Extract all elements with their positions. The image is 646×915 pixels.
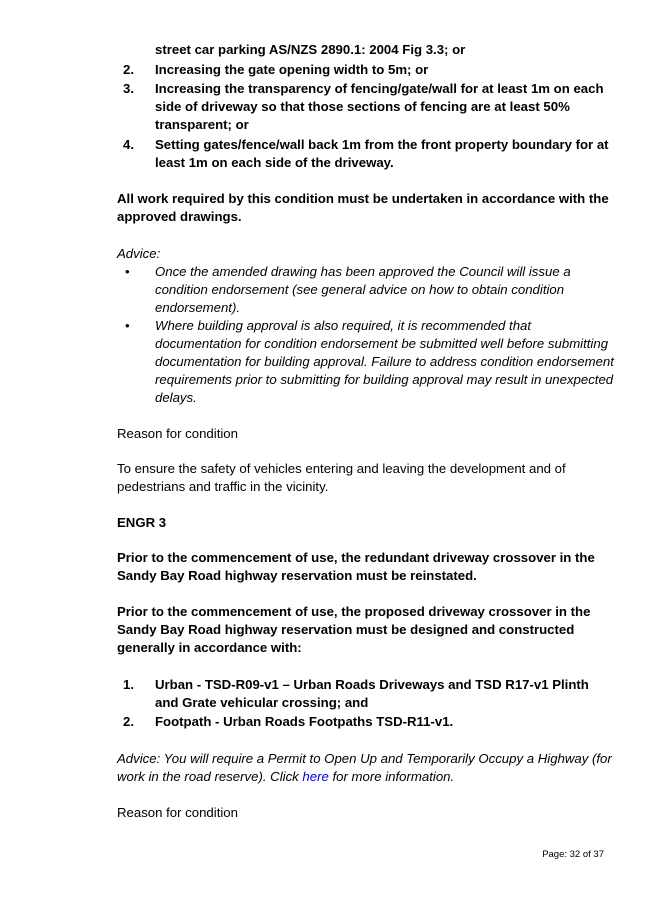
reason-heading: Reason for condition: [117, 426, 238, 441]
advice-heading: Advice:: [117, 246, 161, 261]
engr3-paragraph-1: Prior to the commencement of use, the redundant driveway crossover in the Sandy Bay Road highway reservation must be reinstated.: [117, 550, 595, 583]
list-number: 2.: [123, 62, 134, 77]
list-number: 3.: [123, 81, 134, 96]
advice-text-start: Advice: You will require a Permit to Open Up and Temporarily Occupy a Highway (for work in the road reserve). Click: [117, 751, 612, 784]
reason-text: To ensure the safety of vehicles entering and leaving the development and of pedestrians and traffic in the vicinity.: [117, 461, 566, 494]
bullet-icon: •: [125, 318, 130, 333]
section-title: ENGR 3: [117, 515, 167, 530]
engr3-paragraph-2: Prior to the commencement of use, the proposed driveway crossover in the Sandy Bay Road highway reservation must be designed and constructed generally in accordance with:: [117, 604, 591, 655]
list-number: 1.: [123, 677, 134, 692]
list-text: Footpath - Urban Roads Footpaths TSD-R11-v1.: [155, 714, 454, 729]
list-text: Increasing the transparency of fencing/gate/wall for at least 1m on each side of driveway so that those sections of fencing are at least 50% transparent; or: [155, 81, 604, 132]
bullet-text: Where building approval is also required, it is recommended that documentation for condition endorsement be submitted well before submitting documentation for building approval. Failure to address condition endorsement requirements prior to submitting for building approval may result in unexpected delays.: [155, 318, 614, 405]
list-text: Urban - TSD-R09-v1 – Urban Roads Driveways and TSD R17-v1 Plinth and Grate vehicular crossing; and: [155, 677, 589, 710]
list-number: 2.: [123, 714, 134, 729]
advice-text-end: for more information.: [328, 769, 455, 784]
bullet-icon: •: [125, 264, 130, 279]
bullet-text: Once the amended drawing has been approved the Council will issue a condition endorsement (see general advice on how to obtain condition endorsement).: [155, 264, 571, 315]
reason-heading: Reason for condition: [117, 805, 238, 820]
page-number: Page: 32 of 37: [542, 849, 604, 860]
list-number: 4.: [123, 137, 134, 152]
here-link[interactable]: here: [302, 769, 329, 784]
condition-work-paragraph: All work required by this condition must be undertaken in accordance with the approved drawings.: [117, 191, 609, 224]
list-text: Setting gates/fence/wall back 1m from the front property boundary for at least 1m on each side of the driveway.: [155, 137, 609, 170]
list-text: Increasing the gate opening width to 5m; or: [155, 62, 429, 77]
engr3-advice: [117, 750, 617, 786]
list-item-continuation: street car parking AS/NZS 2890.1: 2004 Fig 3.3; or: [155, 42, 466, 57]
